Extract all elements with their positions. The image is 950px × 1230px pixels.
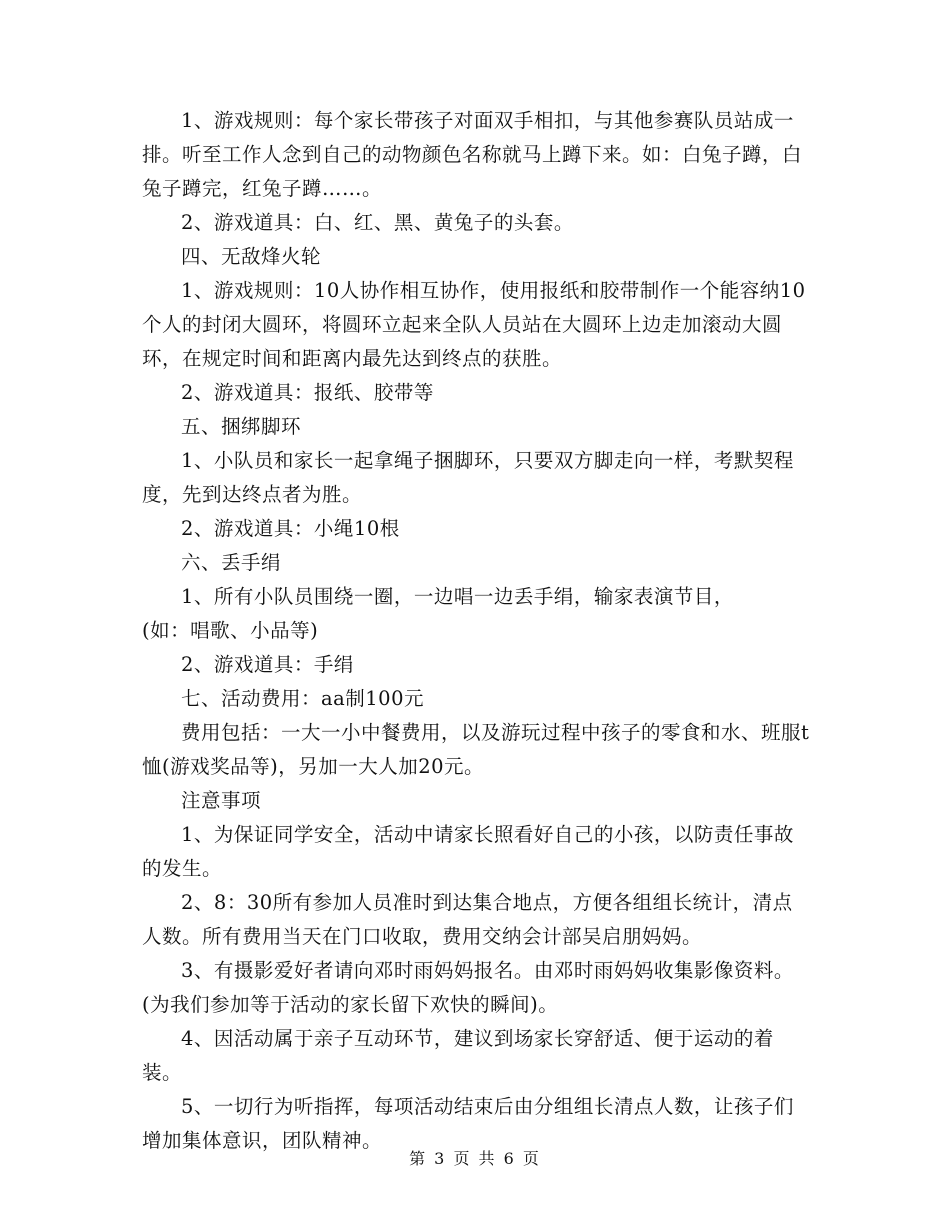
paragraph-note-2: 2、8：30所有参加人员准时到达集合地点，方便各组组长统计，清点人数。所有费用当天在门口收取，费用交纳会计部吴启朋妈妈。 (142, 891, 793, 948)
paragraph-note-1: 1、为保证同学安全，活动中请家长照看好自己的小孩，以防责任事故的发生。 (142, 823, 794, 880)
section-heading-6: 六、丢手绢 (181, 551, 282, 574)
paragraph-note-5: 5、一切行为听指挥，每项活动结束后由分组组长清点人数，让孩子们增加集体意识，团队精神。 (142, 1095, 794, 1152)
section-heading-5: 五、捆绑脚环 (181, 415, 302, 438)
paragraph-props-4: 2、游戏道具：报纸、胶带等 (181, 381, 434, 404)
document-body (142, 104, 810, 1158)
paragraph-props-6: 2、游戏道具：手绢 (181, 653, 354, 676)
section-heading-4: 四、无敌烽火轮 (181, 245, 322, 268)
paragraph-note-4: 4、因活动属于亲子互动环节，建议到场家长穿舒适、便于运动的着装。 (142, 1027, 774, 1084)
section-heading-7: 七、活动费用：aa制100元 (181, 687, 424, 710)
paragraph-rule-6: 1、所有小队员围绕一圈，一边唱一边丢手绢，输家表演节目， (181, 585, 734, 608)
paragraph-rule-5: 1、小队员和家长一起拿绳子捆脚环，只要双方脚走向一样，考默契程度，先到达终点者为胜。 (142, 449, 794, 506)
paragraph-fee-details: 费用包括：一大一小中餐费用，以及游玩过程中孩子的零食和水、班服t恤(游戏奖品等)，另加一大人加20元。 (142, 721, 810, 778)
page-number-footer: 第 3 页 共 6 页 (409, 1149, 541, 1168)
paragraph-props-5: 2、游戏道具：小绳10根 (181, 517, 400, 540)
section-heading-notes: 注意事项 (181, 789, 262, 812)
paragraph-rule-4: 1、游戏规则：10人协作相互协作，使用报纸和胶带制作一个能容纳10个人的封闭大圆环，将圆环立起来全队人员站在大圆环上边走加滚动大圆环，在规定时间和距离内最先达到终点的获胜。 (142, 279, 806, 370)
paragraph-note-3: 3、有摄影爱好者请向邓时雨妈妈报名。由邓时雨妈妈收集影像资料。(为我们参加等于活动的家长留下欢快的瞬间)。 (142, 959, 794, 1016)
paragraph-props-1: 2、游戏道具：白、红、黑、黄兔子的头套。 (181, 211, 574, 234)
paragraph-rule-6-continued: (如：唱歌、小品等) (142, 619, 319, 642)
paragraph-rule-1: 1、游戏规则：每个家长带孩子对面双手相扣，与其他参赛队员站成一排。听至工作人念到自己的动物颜色名称就马上蹲下来。如：白兔子蹲，白兔子蹲完，红兔子蹲……。 (142, 109, 803, 200)
